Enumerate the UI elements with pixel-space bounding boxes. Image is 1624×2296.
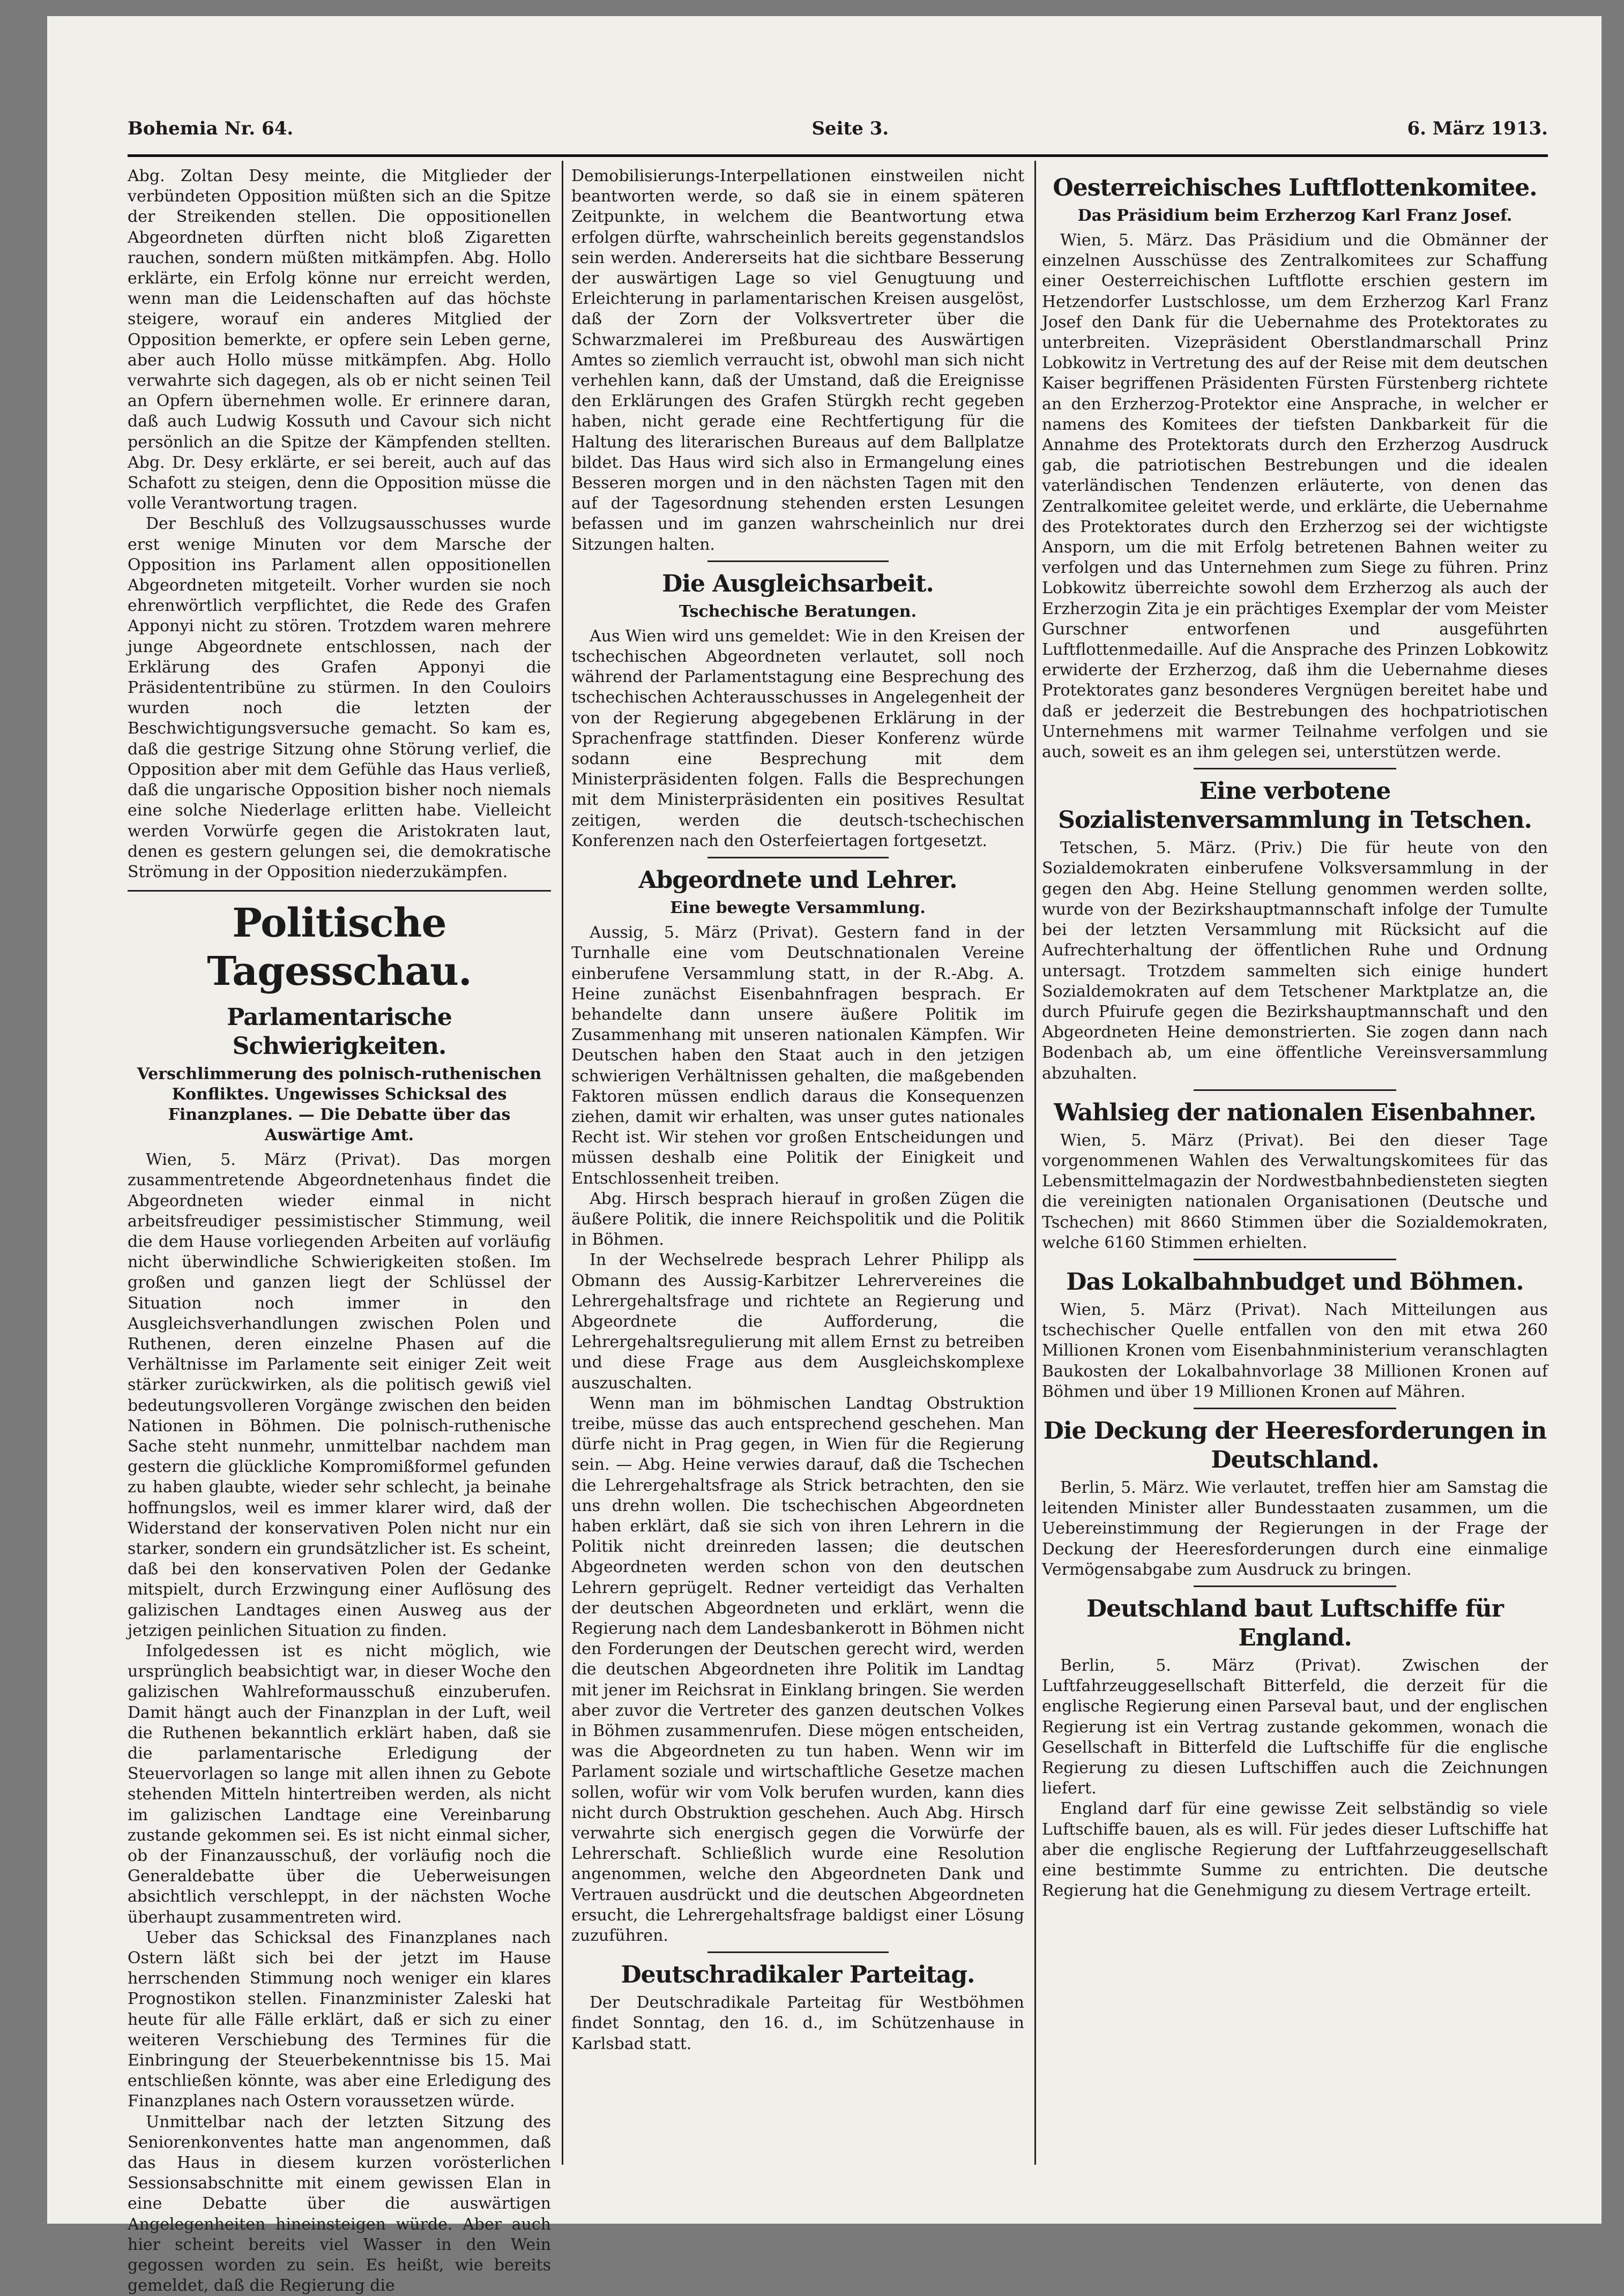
article-paragraph: Infolgedessen ist es nicht möglich, wie ursprünglich beabsichtigt war, in dieser Woche den galizischen Wahlreformausschuß einzuberufen. Damit hängt auch der Finanzplan in der Luft, weil die Ruthenen bekanntlich erklärt haben, daß sie die parlamentarische Erledigung der Steuervorlagen so lange mit allen ihnen zu Gebote stehenden Mitteln hintertreiben werden, als nicht im galizischen Landtage eine Vereinbarung zustande gekommen sei. Es ist nicht einmal sicher, ob der Finanzausschuß, der vorläufig noch die Generaldebatte über die Ueberweisungen absichtlich verschleppt, in der nächsten Woche überhaupt zusammentreten wird.: [128, 1641, 551, 1927]
article-paragraph: Aus Wien wird uns gemeldet: Wie in den Kreisen der tschechischen Abgeordneten verlautet, soll noch während der Parlamentstagung eine Besprechung des tschechischen Achterausschusses in Angelegenheit der von der Regierung abgegebenen Erklärung in der Sprachenfrage stattfinden. Dieser Konferenz würde sodann eine Besprechung mit dem Ministerpräsidenten folgen. Falls die Besprechungen mit dem Ministerpräsidenten ein positives Resultat zeitigen, werden die deutsch-tschechischen Konferenzen nach den Osterfeiertagen fortgesetzt.: [571, 626, 1024, 850]
column-3: [1042, 166, 1548, 1901]
article-paragraph: Wien, 5. März (Privat). Bei den dieser Tage vorgenommenen Wahlen des Verwaltungskomitees für das Lebensmittelmagazin der Nordwestbahnbediensteten siegten die vereinigten nationalen Organisationen (Deutsche und Tschechen) mit 8660 Stimmen über die Sozialdemokraten, welche 6160 Stimmen erhielten.: [1042, 1131, 1548, 1252]
column-1: [128, 166, 551, 2296]
section-heading: Politische Tagesschau.: [207, 900, 472, 995]
article-paragraph: Abg. Zoltan Desy meinte, die Mitglieder der verbündeten Opposition müßten sich an die Spitze der Streikenden stellen. Die oppositionellen Abgeordneten dürften nicht bloß Zigaretten rauchen, sondern müßten mitkämpfen. Abg. Hollo erklärte, ein Erfolg könne nur erreicht werden, wenn man die Leidenschaften auf das höchste steigere, worauf ein anderes Mitglied der Opposition bemerkte, er opfere sein Leben gerne, aber auch Hollo müsse mitkämpfen. Abg. Hollo verwahrte sich dagegen, als ob er nicht seinen Teil an Opfern übernehmen wolle. Er erinnere daran, daß auch Ludwig Kossuth und Cavour sich nicht persönlich an die Spitze der Kämpfenden stellten. Abg. Dr. Desy erklärte, er sei bereit, auch auf das Schafott zu steigen, denn die Opposition müsse die volle Verantwortung tragen.: [128, 167, 551, 513]
article-paragraph: Wien, 5. März (Privat). Das morgen zusammentretende Abgeordnetenhaus findet die Abgeordneten wieder einmal in nicht arbeitsfreudiger pessimistischer Stimmung, weil die dem Hause vorliegenden Arbeiten auf vorläufig nicht überwindliche Schwierigkeiten stoßen. Im großen und ganzen liegt der Schlüssel der Situation noch immer in den Ausgleichsverhandlungen zwischen Polen und Ruthenen, deren einzelne Phasen auf die Verhältnisse im Parlamente seit einiger Zeit weit stärker zurückwirken, als die politisch gewiß viel bedeutungsvolleren Vorgänge zwischen den beiden Nationen in Böhmen. Die polnisch-ruthenische Sache steht nunmehr, unmittelbar nachdem man gestern die glückliche Kompromißformel gefunden zu haben glaubte, wieder sehr schlecht, ja beinahe hoffnungslos, weil es immer klarer wird, daß der Widerstand der konservativen Polen nicht nur ein starker, sondern ein grundsätzlicher ist. Es scheint, daß bei den konservativen Polen der Gedanke mitspielt, durch Erzwingung einer Auflösung des galizischen Landtages einen Ausweg aus der jetzigen peinlichen Situation zu finden.: [128, 1150, 551, 1640]
article-paragraph: Wien, 5. März (Privat). Nach Mitteilungen aus tschechischer Quelle entfallen von den mit etwa 260 Millionen Kronen vom Eisenbahnministerium veranschlagten Baukosten der Lokalbahnvorlage 38 Millionen Kronen auf Böhmen und über 19 Millionen Kronen auf Mähren.: [1042, 1300, 1548, 1401]
article-title: Wahlsieg der nationalen Eisenbahner.: [1054, 1098, 1536, 1126]
article-subtitle: Verschlimmerung des polnisch-ruthenischen Konfliktes. Ungewisses Schicksal des Finanzplanes. — Die Debatte über das Auswärtige Amt.: [137, 1065, 542, 1145]
article-paragraph: Der Deutschradikale Parteitag für Westböhmen findet Sonntag, den 16. d., im Schützenhause in Karlsbad statt.: [571, 1993, 1024, 2053]
article-paragraph: Wien, 5. März. Das Präsidium und die Obmänner der einzelnen Ausschüsse des Zentralkomitees zur Schaffung einer Oesterreichischen Luftflotte erschien gestern im Hetzendorfer Lustschlosse, um dem Erzherzog Karl Franz Josef den Dank für die Uebernahme des Protektorates zu unterbreiten. Vizepräsident Oberstlandmarschall Prinz Lobkowitz in Vertretung des auf der Reise mit dem deutschen Kaiser begriffenen Präsidenten Fürsten Fürstenberg richtete an den Erzherzog-Protektor eine Ansprache, in welcher er namens des Komitees der tiefsten Dankbarkeit für die Annahme des Protektorats durch den Erzherzog Ausdruck gab, die patriotischen Bestrebungen und die idealen vaterländischen Tendenzen erläuterte, von denen das Zentralkomitee geleitet werde, und erklärte, die Uebernahme des Protektorates durch den Erzherzog sei der wichtigste Ansporn, um die mit Erfolg betretenen Bahnen weiter zu verfolgen und das Unternehmen zum Siege zu führen. Prinz Lobkowitz überreichte sowohl dem Erzherzog als auch der Erzherzogin Zita je ein prächtiges Exemplar der vom Meister Gurschner entworfenen und ausgeführten Luftflottenmedaille. Auf die Ansprache des Prinzen Lobkowitz erwiderte der Erzherzog, daß ihm die Uebernahme dieses Protektorates ganz besonderes Vergnügen bereitet habe und daß er jederzeit die Bestrebungen des hochpatriotischen Unternehmens mit warmer Teilnahme verfolgen und sie auch, soweit es an ihm gelegen sei, unterstützen werde.: [1042, 231, 1548, 762]
column-2: [571, 166, 1024, 2054]
article-divider: [707, 1951, 889, 1953]
article-paragraph: Unmittelbar nach der letzten Sitzung des Seniorenkonventes hatte man angenommen, daß das Haus in diesem kurzen vorösterlichen Sessionsabschnitte mit einem gewissen Elan in eine Debatte über die auswärtigen Angelegenheiten hineinsteigen würde. Aber auch hier scheint bereits viel Wasser in den Wein gegossen worden zu sein. Es heißt, wie bereits gemeldet, daß die Regierung die: [128, 2112, 551, 2295]
article-paragraph: Wenn man im böhmischen Landtag Obstruktion treibe, müsse das auch entsprechend geschehen. Man dürfe nicht in Prag gegen, in Wien für die Regierung sein. — Abg. Heine verwies darauf, daß die Tschechen die Lehrergehaltsfrage als Strick betrachten, den sie uns drehn wollen. Die tschechischen Abgeordneten haben erklärt, daß sie sich von ihren Lehrern in die Politik nicht dreinreden lassen; die deutschen Abgeordneten werden schon von den deutschen Lehrern geprügelt. Redner verteidigt das Verhalten der deutschen Abgeordneten und erklärt, wenn die Regierung nach dem Landesbankerott in Böhmen nicht den Forderungen der Deutschen gerecht wird, werden die deutschen Abgeordneten ihre Politik im Landtag mit jener im Reichsrat in Einklang bringen. Sie werden aber zuvor die Vertreter des ganzen deutschen Volkes in Böhmen zusammenrufen. Diese mögen entscheiden, was die Abgeordneten zu tun haben. Wenn wir im Parlament soziale und wirtschaftliche Gesetze machen sollen, wofür wir vom Volk berufen wurden, kann dies nicht durch Obstruktion geschehen. Auch Abg. Hirsch verwahrte sich energisch gegen die Vorwürfe der Lehrerschaft. Schließlich wurde eine Resolution angenommen, welche den Abgeordneten Dank und Vertrauen ausdrückt und die deutschen Abgeordneten ersucht, die Lehrergehaltsfrage baldigst einer Lösung zuzuführen.: [571, 1394, 1024, 1946]
article-subtitle: Tschechische Beratungen.: [679, 602, 917, 621]
article-paragraph: Demobilisierungs-Interpellationen einstweilen nicht beantworten werde, so daß sie in einem späteren Zeitpunkte, in welchem die Beantwortung etwa erfolgen dürfte, wahrscheinlich bereits gegenstandslos sein werden. Andererseits hat die sichtbare Besserung der auswärtigen Lage so viel Genugtuung und Erleichterung in parlamentarischen Kreisen ausgelöst, daß der Zorn der Volksvertreter über die Schwarzmalerei im Preßbureau des Auswärtigen Amtes so ziemlich verraucht ist, obwohl man sich nicht verhehlen kann, daß der Umstand, daß die Ereignisse den Erklärungen des Grafen Stürgkh recht gegeben haben, nicht gerade eine Rechtfertigung für die Haltung des literarischen Bureaus auf dem Ballplatze bildet. Das Haus wird sich also in Ermangelung eines Besseren morgen und in den nächsten Tagen mit den auf der Tagesordnung stehenden ersten Lesungen befassen und im ganzen wahrscheinlich nur drei Sitzungen halten.: [571, 167, 1024, 554]
article-paragraph: Abg. Hirsch besprach hierauf in großen Zügen die äußere Politik, die innere Reichspolitik und die Politik in Böhmen.: [571, 1189, 1024, 1250]
article-divider: [1194, 768, 1396, 769]
article-title: Deutschradikaler Parteitag.: [621, 1961, 975, 1989]
article-title: Abgeordnete und Lehrer.: [638, 866, 957, 894]
column-rule-1: [562, 161, 563, 2165]
article-divider: [1194, 1089, 1396, 1091]
article-title: Oesterreichisches Luftflottenkomitee.: [1053, 174, 1537, 201]
article-paragraph: Aussig, 5. März (Privat). Gestern fand in der Turnhalle eine vom Deutschnationalen Vereine einberufene Versammlung statt, in der R.-Abg. A. Heine zunächst Eisenbahnfragen besprach. Er behandelte dann unsere äußere Politik im Zusammenhang mit unseren nationalen Kämpfen. Wir Deutschen haben den Staat auch in den jetzigen schwierigen Verhältnissen gehalten, die maßgebenden Faktoren müssen endlich daraus die Konsequenzen ziehen, damit wir erhalten, was unser gutes nationales Recht ist. Wir stehen vor großen Entscheidungen und müssen deshalb eine Politik der Einigkeit und Entschlossenheit treiben.: [571, 923, 1024, 1188]
header-page-number: Seite 3.: [811, 118, 889, 139]
article-title: Eine verbotene Sozialistenversammlung in Tetschen.: [1058, 777, 1532, 834]
column-rule-2: [1034, 161, 1036, 2165]
article-paragraph: Ueber das Schicksal des Finanzplanes nach Ostern läßt sich bei der jetzt im Hause herrschenden Stimmung noch weniger ein klares Prognostikon stellen. Finanzminister Zaleski hat heute für alle Fälle erklärt, daß er sich zu einer weiteren Verschiebung des Termines für die Einbringung der Steuerbekenntnisse bis 15. Mai entschließen könnte, was aber eine Erledigung des Finanzplanes nach Ostern voraussetzen würde.: [128, 1928, 551, 2111]
article-paragraph: England darf für eine gewisse Zeit selbständig so viele Luftschiffe bauen, als es will. Für jedes dieser Luftschiffe hat aber die englische Regierung der Luftfahrzeuggesellschaft eine bestimmte Summe zu entrichten. Die deutsche Regierung hat die Genehmigung zu diesem Vertrage erteilt.: [1042, 1799, 1548, 1901]
page-header: [128, 118, 1548, 150]
article-paragraph: Der Beschluß des Vollzugsausschusses wurde erst wenige Minuten vor dem Marsche der Opposition ins Parlament allen oppositionellen Abgeordneten mitgeteilt. Vorher wurden sie noch ehrenwörtlich verpflichtet, die Rede des Grafen Apponyi nicht zu stören. Trotzdem waren mehrere junge Abgeordnete entschlossen, nach der Erklärung des Grafen Apponyi die Präsidententribüne zu stürmen. In den Couloirs wurden noch die letzten der Beschwichtigungsversuche gemacht. So kam es, daß die gestrige Sitzung ohne Störung verlief, die Opposition aber mit dem Gefühle das Haus verließ, daß die ungarische Opposition bisher noch niemals eine solche Niederlage erlitten habe. Vielleicht werden Vorwürfe gegen die Aristokraten laut, denen es gestern gelungen sei, die demokratische Strömung in der Opposition niederzukämpfen.: [128, 514, 551, 881]
article-title: Parlamentarische Schwierigkeiten.: [227, 1004, 452, 1060]
article-title: Deutschland baut Luftschiffe für England.: [1086, 1595, 1503, 1651]
section-divider: [128, 890, 551, 892]
article-divider: [707, 857, 889, 858]
article-paragraph: In der Wechselrede besprach Lehrer Philipp als Obmann des Aussig-Karbitzer Lehrervereines die Lehrergehaltsfrage und richtete an Regierung und Abgeordnete die Aufforderung, die Lehrergehaltsregulierung mit allem Ernst zu betreiben und diese Frage aus dem Ausgleichskomplexe auszuschalten.: [571, 1251, 1024, 1393]
article-title: Die Ausgleichsarbeit.: [662, 570, 934, 597]
article-paragraph: Tetschen, 5. März. (Priv.) Die für heute von den Sozialdemokraten einberufene Volksversammlung in der gegen den Abg. Heine Stellung genommen werden sollte, wurde von der Bezirkshauptmannschaft infolge der Tumulte bei der letzten Versammlung mit Rücksicht auf die Aufrechterhaltung der öffentlichen Ruhe und Ordnung untersagt. Trotzdem sammelten sich einige hundert Sozialdemokraten auf dem Tetschener Marktplatze an, die durch Pfuirufe gegen die Bezirkshauptmannschaft und den Abgeordneten Heine demonstrierten. Sie zogen dann nach Bodenbach ab, um eine öffentliche Vereinsversammlung abzuhalten.: [1042, 839, 1548, 1083]
article-title: Die Deckung der Heeresforderungen in Deutschland.: [1043, 1417, 1547, 1474]
header-date: 6. März 1913.: [1407, 118, 1548, 139]
article-subtitle: Eine bewegte Versammlung.: [670, 899, 926, 918]
article-divider: [1194, 1408, 1396, 1409]
newspaper-page: [128, 118, 1548, 2295]
article-divider: [1194, 1585, 1396, 1587]
header-rule: [128, 154, 1548, 157]
article-title: Das Lokalbahnbudget und Böhmen.: [1066, 1268, 1524, 1296]
article-divider: [707, 560, 889, 562]
article-divider: [1194, 1259, 1396, 1260]
article-paragraph: Berlin, 5. März (Privat). Zwischen der Luftfahrzeuggesellschaft Bitterfeld, die derzeit für die englische Regierung einen Parseval baut, und der englischen Regierung ist ein Vertrag zustande gekommen, wonach die Gesellschaft in Bitterfeld die Luftschiffe für die englische Regierung zu diesen Luftschiffen auch die Zeichnungen liefert.: [1042, 1656, 1548, 1798]
header-issue: Bohemia Nr. 64.: [128, 118, 294, 139]
article-subtitle: Das Präsidium beim Erzherzog Karl Franz Josef.: [1077, 206, 1513, 225]
newspaper-sheet: [47, 16, 1601, 2295]
article-paragraph: Berlin, 5. März. Wie verlautet, treffen hier am Samstag die leitenden Minister aller Bundesstaaten zusammen, um die Uebereinstimmung der Regierungen in der Frage der Deckung der Heeresforderungen durch eine einmalige Vermögensabgabe zum Ausdruck zu bringen.: [1042, 1478, 1548, 1579]
